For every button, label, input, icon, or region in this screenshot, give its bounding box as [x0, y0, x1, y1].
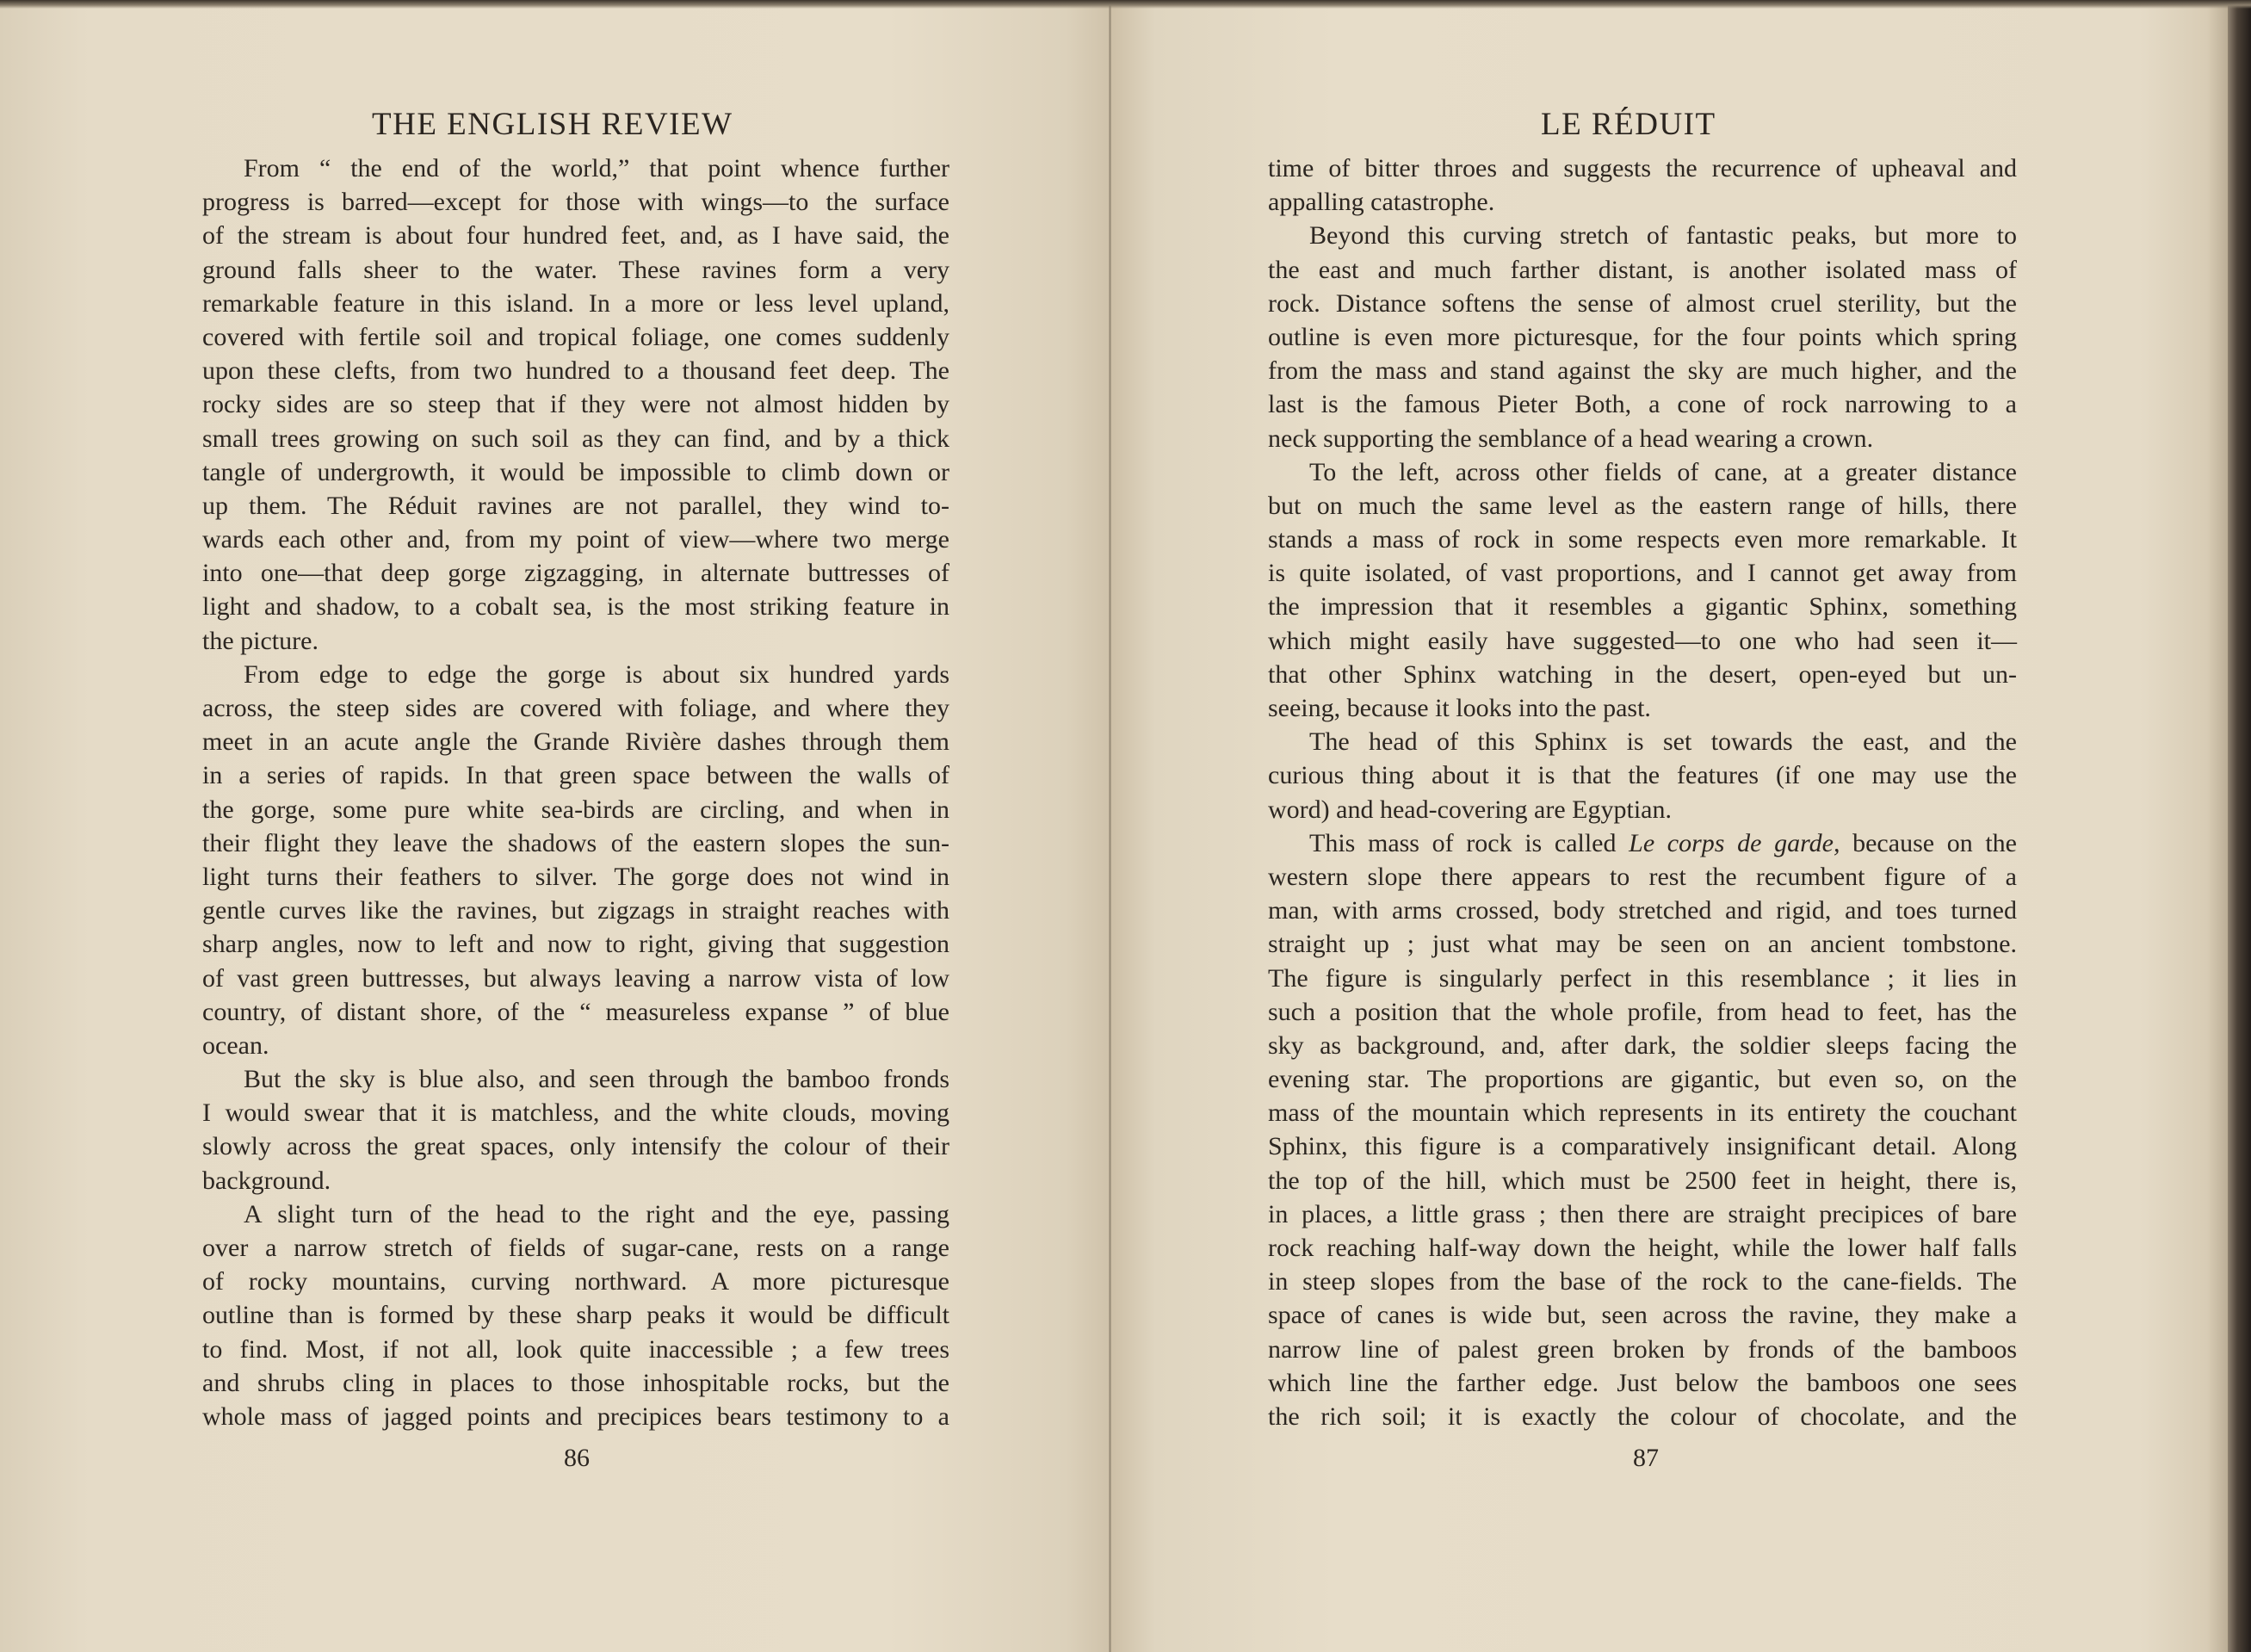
- line-text: the picture.: [202, 626, 318, 655]
- line-text: rocky sides are so steep that if they were not almost hidden by: [202, 390, 949, 419]
- text-line: [202, 758, 949, 792]
- text-line: [1268, 1265, 2017, 1298]
- line-text: whole mass of jagged points and precipices bears testimony to a: [202, 1401, 949, 1431]
- line-text: The head of this Sphinx is set towards the east, and the: [1309, 727, 2017, 757]
- text-line: [1268, 489, 2017, 523]
- text-line: [1268, 1029, 2017, 1062]
- line-text: which line the farther edge. Just below the bamboos one sees: [1268, 1368, 2017, 1397]
- line-text: of vast green buttresses, but always leaving a narrow vista of low: [202, 963, 949, 993]
- line-text: appalling catastrophe.: [1268, 188, 1495, 217]
- line-text: Beyond this curving stretch of fantastic peaks, but more to: [1309, 221, 2017, 251]
- text-line: [202, 523, 949, 556]
- text-line: [1268, 387, 2017, 421]
- line-text: is quite isolated, of vast proportions, and I cannot get away from: [1268, 559, 2017, 588]
- line-text: the impression that it resembles a gigantic Sphinx, something: [1268, 592, 2017, 622]
- text-line: [1268, 927, 2017, 961]
- line-text: which might easily have suggested—to one who had seen it—: [1268, 626, 2017, 655]
- text-line: [1268, 1231, 2017, 1265]
- text-line: [202, 1029, 949, 1062]
- text-line: [202, 894, 949, 927]
- text-line: [1268, 152, 2017, 185]
- text-line: [202, 1298, 949, 1332]
- running-head-left: THE ENGLISH REVIEW: [372, 107, 733, 142]
- line-text: meet in an acute angle the Grande Rivière dashes through them: [202, 727, 949, 757]
- line-text: in a series of rapids. In that green space between the walls of: [202, 761, 949, 790]
- text-line: [1268, 1129, 2017, 1163]
- text-line: [1268, 556, 2017, 590]
- text-line: [202, 1400, 949, 1433]
- text-line: [202, 1265, 949, 1298]
- text-line: [202, 826, 949, 860]
- line-text: rock reaching half-way down the height, while the lower half falls: [1268, 1234, 2017, 1262]
- line-text: sharp angles, now to left and now to right, giving that suggestion: [202, 930, 949, 959]
- line-text: background.: [202, 1166, 331, 1195]
- text-line: [202, 253, 949, 287]
- line-text: slowly across the great spaces, only intensify the colour of their: [202, 1132, 949, 1161]
- line-text: light turns their feathers to silver. The gorge does not wind in: [202, 862, 949, 891]
- text-line: [1268, 962, 2017, 995]
- line-text: neck supporting the semblance of a head wearing a crown.: [1268, 424, 1874, 453]
- line-text: the rich soil; it is exactly the colour of chocolate, and the: [1268, 1401, 2017, 1431]
- text-line: [202, 1096, 949, 1129]
- right-page: [1110, 0, 2229, 1652]
- text-line: [1268, 826, 2017, 860]
- text-line: [202, 1333, 949, 1366]
- text-line: [202, 1129, 949, 1163]
- text-line: [202, 422, 949, 455]
- text-line: [1268, 219, 2017, 252]
- text-line: [202, 1231, 949, 1265]
- line-text: From edge to edge the gorge is about six hundred yards: [244, 659, 949, 689]
- text-line: [1268, 590, 2017, 623]
- page-number-right: 87: [1633, 1444, 1659, 1472]
- text-line: [202, 793, 949, 826]
- line-text: I would swear that it is matchless, and the white clouds, moving: [202, 1098, 949, 1128]
- line-text: to find. Most, if not all, look quite inaccessible ; a few trees: [202, 1334, 949, 1364]
- line-text: across, the steep sides are covered with foliage, and where they: [202, 694, 949, 722]
- text-line: [202, 658, 949, 691]
- text-line: [1268, 287, 2017, 320]
- line-text: To the left, across other fields of cane, at a greater distance: [1309, 457, 2017, 486]
- line-text: the east and much farther distant, is another isolated mass of: [1268, 255, 2017, 284]
- line-text: from the mass and stand against the sky are much higher, and the: [1268, 356, 2017, 386]
- line-text: stands a mass of rock in some respects even more remarkable. It: [1268, 525, 2017, 554]
- text-line: [1268, 1400, 2017, 1433]
- line-text: upon these clefts, from two hundred to a thousand feet deep. The: [202, 356, 949, 386]
- line-text-continued: because on the: [1840, 828, 2018, 857]
- line-text: of rocky mountains, curving northward. A more picturesque: [202, 1267, 949, 1296]
- text-line: [202, 927, 949, 961]
- line-text: But the sky is blue also, and seen through the bamboo fronds: [244, 1065, 949, 1094]
- line-text: space of canes is wide but, seen across the ravine, they make a: [1268, 1301, 2017, 1330]
- text-line: [202, 556, 949, 590]
- text-line: [1268, 320, 2017, 354]
- text-line: [1268, 793, 2017, 826]
- text-line: [202, 1164, 949, 1197]
- line-text: the gorge, some pure white sea-birds are circling, and when in: [202, 795, 949, 824]
- line-text: progress is barred—except for those with wings—to the surface: [202, 188, 949, 217]
- text-line: [1268, 1164, 2017, 1197]
- text-line: [1268, 422, 2017, 455]
- running-head-right: LE RÉDUIT: [1541, 107, 1716, 142]
- text-line: [202, 725, 949, 758]
- text-line: [1268, 1062, 2017, 1096]
- text-line: [202, 590, 949, 623]
- text-line: [1268, 691, 2017, 725]
- line-text: straight up ; just what may be seen on an ancient tombstone.: [1268, 930, 2017, 959]
- line-text: sky as background, and, after dark, the soldier sleeps facing the: [1268, 1030, 2017, 1060]
- line-text: seeing, because it looks into the past.: [1268, 694, 1651, 722]
- left-page-text: [202, 152, 949, 1433]
- line-text: in places, a little grass ; then there are straight precipices of bare: [1268, 1199, 2017, 1228]
- line-text: ocean.: [202, 1030, 269, 1060]
- line-text: outline than is formed by these sharp peaks it would be difficult: [202, 1301, 949, 1330]
- text-line: [202, 860, 949, 894]
- page-top-edge: [0, 0, 2251, 9]
- text-line: [1268, 1197, 2017, 1231]
- line-text: in steep slopes from the base of the rock to the cane-fields. The: [1268, 1267, 2017, 1296]
- text-line: [1268, 995, 2017, 1029]
- line-text: small trees growing on such soil as they can find, and by a thick: [202, 424, 949, 453]
- text-line: [202, 219, 949, 252]
- book-gutter: [1109, 0, 1111, 1652]
- line-text: word) and head-covering are Egyptian.: [1268, 795, 1672, 824]
- line-text: ground falls sheer to the water. These ravines form a very: [202, 255, 949, 284]
- line-text: over a narrow stretch of fields of sugar-cane, rests on a range: [202, 1234, 949, 1262]
- text-line: [202, 624, 949, 658]
- text-line: [1268, 1366, 2017, 1400]
- text-line: [202, 691, 949, 725]
- text-line: [1268, 860, 2017, 894]
- text-line: [202, 962, 949, 995]
- line-text: time of bitter throes and suggests the recurrence of upheaval and: [1268, 154, 2017, 183]
- left-page: [0, 0, 1110, 1652]
- line-text: tangle of undergrowth, it would be impossible to climb down or: [202, 457, 949, 486]
- line-text: of the stream is about four hundred feet, and, as I have said, the: [202, 221, 949, 251]
- text-line: [1268, 354, 2017, 387]
- text-line: [202, 287, 949, 320]
- line-text: western slope there appears to rest the recumbent figure of a: [1268, 862, 2017, 891]
- line-text: Sphinx, this figure is a comparatively insignificant detail. Along: [1268, 1132, 2017, 1161]
- line-text: outline is even more picturesque, for the four points which spring: [1268, 322, 2017, 351]
- page-fore-edge: [2228, 0, 2251, 1652]
- line-text: mass of the mountain which represents in its entirety the couchant: [1268, 1098, 2017, 1128]
- text-line: [1268, 1333, 2017, 1366]
- page-number-left: 86: [564, 1444, 590, 1472]
- line-text: country, of distant shore, of the “ measureless expanse ” of blue: [202, 997, 949, 1026]
- line-text: the top of the hill, which must be 2500 feet in height, there is,: [1268, 1166, 2017, 1195]
- line-text: This mass of rock is called: [1309, 828, 1630, 857]
- line-text: gentle curves like the ravines, but zigzags in straight reaches with: [202, 896, 949, 925]
- text-line: [1268, 725, 2017, 758]
- text-line: [1268, 253, 2017, 287]
- text-line: [202, 489, 949, 523]
- line-text: that other Sphinx watching in the desert, open-eyed but un-: [1268, 659, 2017, 689]
- text-line: [1268, 758, 2017, 792]
- line-text: last is the famous Pieter Both, a cone of rock narrowing to a: [1268, 390, 2017, 419]
- text-line: [202, 1197, 949, 1231]
- line-text: curious thing about it is that the features (if one may use the: [1268, 761, 2017, 790]
- text-line: [1268, 185, 2017, 219]
- text-line: [1268, 523, 2017, 556]
- line-text: their flight they leave the shadows of the eastern slopes the sun-: [202, 828, 949, 857]
- text-line: [1268, 658, 2017, 691]
- line-text: A slight turn of the head to the right and the eye, passing: [244, 1199, 949, 1228]
- text-line: [1268, 624, 2017, 658]
- text-line: [202, 455, 949, 489]
- line-text: narrow line of palest green broken by fronds of the bamboos: [1268, 1334, 2017, 1364]
- line-text: covered with fertile soil and tropical foliage, one comes suddenly: [202, 322, 949, 351]
- text-line: [202, 152, 949, 185]
- line-text: and shrubs cling in places to those inhospitable rocks, but the: [202, 1368, 949, 1397]
- line-text: wards each other and, from my point of view—where two merge: [202, 525, 949, 554]
- line-text: rock. Distance softens the sense of almost cruel sterility, but the: [1268, 288, 2017, 318]
- line-text: into one—that deep gorge zigzagging, in alternate buttresses of: [202, 559, 949, 588]
- text-line: [202, 1062, 949, 1096]
- italic-title: Le corps de garde,: [1629, 828, 1840, 857]
- text-line: [1268, 894, 2017, 927]
- line-text: but on much the same level as the eastern range of hills, there: [1268, 491, 2017, 520]
- text-line: [1268, 455, 2017, 489]
- right-page-text: [1268, 152, 2017, 1433]
- line-text: remarkable feature in this island. In a more or less level upland,: [202, 288, 949, 318]
- text-line: [202, 320, 949, 354]
- line-text: up them. The Réduit ravines are not parallel, they wind to-: [202, 491, 949, 520]
- text-line: [1268, 1298, 2017, 1332]
- line-text: man, with arms crossed, body stretched and rigid, and toes turned: [1268, 896, 2017, 925]
- text-line: [202, 1366, 949, 1400]
- text-line: [202, 185, 949, 219]
- line-text: From “ the end of the world,” that point whence further: [244, 154, 949, 183]
- text-line: [202, 387, 949, 421]
- line-text: The figure is singularly perfect in this resemblance ; it lies in: [1268, 963, 2017, 993]
- line-text: evening star. The proportions are gigantic, but even so, on the: [1268, 1065, 2017, 1094]
- line-text: light and shadow, to a cobalt sea, is the most striking feature in: [202, 592, 949, 622]
- line-text: such a position that the whole profile, from head to feet, has the: [1268, 997, 2017, 1026]
- text-line: [202, 354, 949, 387]
- text-line: [202, 995, 949, 1029]
- text-line: [1268, 1096, 2017, 1129]
